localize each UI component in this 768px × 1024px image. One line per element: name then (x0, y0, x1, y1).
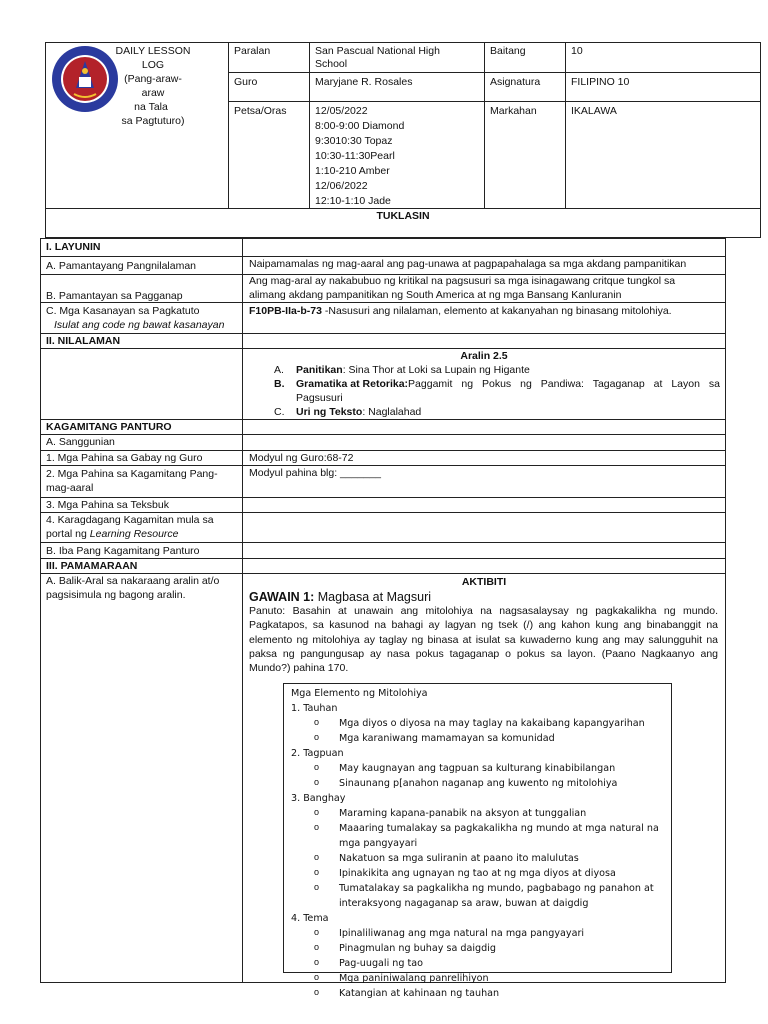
petsa-line: 9:3010:30 Topaz (315, 135, 393, 147)
divider (228, 72, 761, 73)
item-value: Paggamit ng Pokus ng Pandiwa: Tagaganap at Layon sa (408, 378, 720, 390)
elemento-item: Pinagmulan ng buhay sa daigdig (339, 943, 496, 954)
bullet-icon: o (314, 987, 320, 997)
aralin-title: Aralin 2.5 (460, 350, 508, 362)
guro-value: Maryjane R. Rosales (315, 76, 413, 88)
pagganap-value: Ang mag-aral ay nakabubuo ng kritikal na pagsusuri sa mga isinagawang critque tungkol sa (249, 275, 676, 287)
divider (565, 42, 566, 208)
item-value: : Naglalahad (362, 406, 422, 418)
elemento-item: Mga karaniwang mamamayan sa komunidad (339, 733, 555, 744)
nilalaman-heading: II. NILALAMAN (46, 335, 121, 347)
elemento-item: interaksyong nagaganap sa araw, buwan at daigdig (339, 898, 589, 909)
kasanayan-value (249, 304, 672, 319)
kagamitan-label: mag-aaral (46, 482, 94, 494)
divider (228, 42, 229, 208)
karagdagang-label (46, 527, 179, 542)
baitang-value: 10 (571, 45, 583, 57)
form-title-line: sa Pagtuturo) (121, 115, 185, 127)
gawain-title (249, 589, 431, 605)
aktibiti-heading: AKTIBITI (461, 576, 507, 588)
elemento-item: Pag-uugali ng tao (339, 958, 424, 969)
learning-resource-text: Learning Resource (89, 528, 179, 540)
bullet-icon: o (314, 867, 320, 877)
bullet-icon: o (314, 807, 320, 817)
elemento-item: Ipinaliliwanag ang mga natural na mga pangyayari (339, 928, 585, 939)
markahan-label: Markahan (490, 105, 537, 117)
divider (309, 42, 310, 208)
kasanayan-note: Isulat ang code ng bawat kasanayan (54, 319, 225, 331)
elemento-item: Nakatuon sa mga suliranin at paano ito malulutas (339, 853, 579, 864)
petsa-line: 12:10-1:10 Jade (315, 195, 391, 207)
layunin-heading: I. LAYUNIN (46, 241, 101, 253)
bullet-icon: o (314, 732, 320, 742)
petsa-line: 1:10-210 Amber (315, 165, 390, 177)
kagamitan-label: 2. Mga Pahina sa Kagamitang Pang- (46, 468, 218, 480)
balik-aral-label: pagsisimula ng bagong aralin. (46, 589, 186, 601)
elemento-item: Mga diyos o diyosa na may taglay na kakaibang kapangyarihan (339, 718, 645, 729)
elemento-item: Ipinakikita ang ugnayan ng tao at ng mga diyos at diyosa (339, 868, 616, 879)
gabay-label: 1. Mga Pahina sa Gabay ng Guro (46, 452, 203, 464)
item-letter: C. (274, 406, 285, 418)
petsa-line: 10:30-11:30Pearl (315, 150, 395, 162)
sanggunian-label: A. Sanggunian (46, 436, 115, 448)
kagamitan-heading: KAGAMITANG PANTURO (46, 421, 172, 433)
gawain-name: Magbasa at Magsuri (314, 590, 432, 604)
pamantayang-label: A. Pamantayang Pangnilalaman (46, 260, 197, 272)
petsa-line: 12/06/2022 (315, 180, 368, 192)
pagganap-value: alimang akdang pampanitikan ng South America at ng mga Bansang Kanluranin (249, 289, 622, 301)
pamantayang-value: Naipamamalas ng mag-aaral ang pag-unawa at pagpapahalaga sa mga akdang pampanitikan (249, 258, 687, 270)
divider (484, 42, 485, 208)
elemento-title: Mga Elemento ng Mitolohiya (291, 688, 428, 699)
elemento-heading: 3. Banghay (291, 793, 346, 804)
elemento-item: Sinaunang p[anahon naganap ang kuwento ng mitolohiya (339, 778, 618, 789)
row-divider (40, 542, 726, 543)
elemento-item: Maraming kapana-panabik na aksyon at tunggalian (339, 808, 587, 819)
row-divider (40, 333, 726, 334)
item-value: Pagsusuri (296, 392, 343, 404)
petsa-line: 8:00-9:00 Diamond (315, 120, 405, 132)
bullet-icon: o (314, 777, 320, 787)
kasanayan-text: -Nasusuri ang nilalaman, elemento at kakanyahan ng binasang mitolohiya. (324, 305, 672, 317)
panuto-text: Panuto: Basahin at unawain ang mitolohiya na nagsasalaysay ng pagkakalikha ng mundo. Pagkatapos, sa kasunod na bahagi ay lagyan ng tsek (/) ang kahon kung ang binabanggit na elemento ng mitolohiya ay taglay ng binasa at isulat sa kuwaderno kung ang may salungguhit na paksa ng pangungusap ay nasa pokus tagaganap o pokus sa layon. (Paano Nagkaanyo ang Mundo?) pahina 170. (249, 605, 718, 675)
bullet-icon: o (314, 942, 320, 952)
markahan-value: IKALAWA (571, 105, 617, 117)
item-label: Uri ng Teksto (296, 406, 363, 418)
item-value: : Sina Thor at Loki sa Lupain ng Higante (342, 364, 530, 376)
paaralan-value: School (315, 58, 348, 70)
form-title-line: (Pang-araw- (124, 73, 182, 85)
bullet-icon: o (314, 822, 320, 832)
elemento-item: Katangian at kahinaan ng tauhan (339, 988, 500, 999)
tuklasin-heading: TUKLASIN (376, 210, 430, 222)
teksbuk-label: 3. Mga Pahina sa Teksbuk (46, 499, 169, 511)
pagganap-label: B. Pamantayan sa Pagganap (46, 290, 183, 302)
elemento-item: Maaaring tumalakay sa pagkakalikha ng mundo at mga natural na (339, 823, 659, 834)
nilalaman-item (296, 377, 720, 392)
asignatura-value: FILIPINO 10 (571, 76, 630, 88)
paaralan-label: Paralan (234, 45, 271, 57)
karagdagang-text: portal ng (46, 528, 87, 540)
nilalaman-item (296, 363, 530, 378)
gawain-label: GAWAIN 1: (249, 590, 315, 604)
bullet-icon: o (314, 717, 320, 727)
elemento-heading: 1. Tauhan (291, 703, 338, 714)
baitang-label: Baitang (490, 45, 526, 57)
nilalaman-item (296, 405, 421, 420)
item-label: Panitikan (296, 364, 343, 376)
elemento-heading: 2. Tagpuan (291, 748, 344, 759)
pamamaraan-heading: III. PAMAMARAAN (46, 560, 138, 572)
bullet-icon: o (314, 762, 320, 772)
bullet-icon: o (314, 957, 320, 967)
bullet-icon: o (314, 972, 320, 982)
item-label: Gramatika at Retorika: (296, 378, 409, 390)
elemento-box (283, 683, 672, 999)
petsa-label: Petsa/Oras (234, 105, 287, 117)
elemento-item: May kaugnayan ang tagpuan sa kulturang kinabibilangan (339, 763, 616, 774)
petsa-line: 12/05/2022 (315, 105, 368, 117)
kasanayan-label: C. Mga Kasanayan sa Pagkatuto (46, 305, 200, 317)
gabay-value: Modyul ng Guro:68-72 (249, 452, 354, 464)
kasanayan-code: F10PB-IIa-b-73 (249, 305, 322, 317)
elemento-item: Tumatalakay sa pagkalikha ng mundo, pagbabago ng panahon at (339, 883, 654, 894)
guro-label: Guro (234, 76, 258, 88)
karagdagang-label: 4. Karagdagang Kagamitan mula sa (46, 514, 214, 526)
bullet-icon: o (314, 882, 320, 892)
iba-label: B. Iba Pang Kagamitang Panturo (46, 545, 200, 557)
elemento-item: Mga paniniwalang panrelihiyon (339, 973, 489, 984)
item-letter: B. (274, 378, 285, 390)
form-title-line: LOG (141, 59, 165, 71)
form-title-line: DAILY LESSON (115, 45, 191, 57)
kagamitan-value: Modyul pahina blg: _______ (249, 467, 381, 479)
item-letter: A. (274, 364, 284, 376)
form-title-line: araw (141, 87, 165, 99)
divider (228, 101, 761, 102)
bullet-icon: o (314, 927, 320, 937)
elemento-heading: 4. Tema (291, 913, 329, 924)
form-title-line: na Tala (134, 101, 168, 113)
balik-aral-label: A. Balik-Aral sa nakaraang aralin at/o (46, 575, 220, 587)
bullet-icon: o (314, 852, 320, 862)
elemento-item: mga pangyayari (339, 838, 418, 849)
paaralan-value: San Pascual National High (315, 45, 440, 57)
asignatura-label: Asignatura (490, 76, 541, 88)
